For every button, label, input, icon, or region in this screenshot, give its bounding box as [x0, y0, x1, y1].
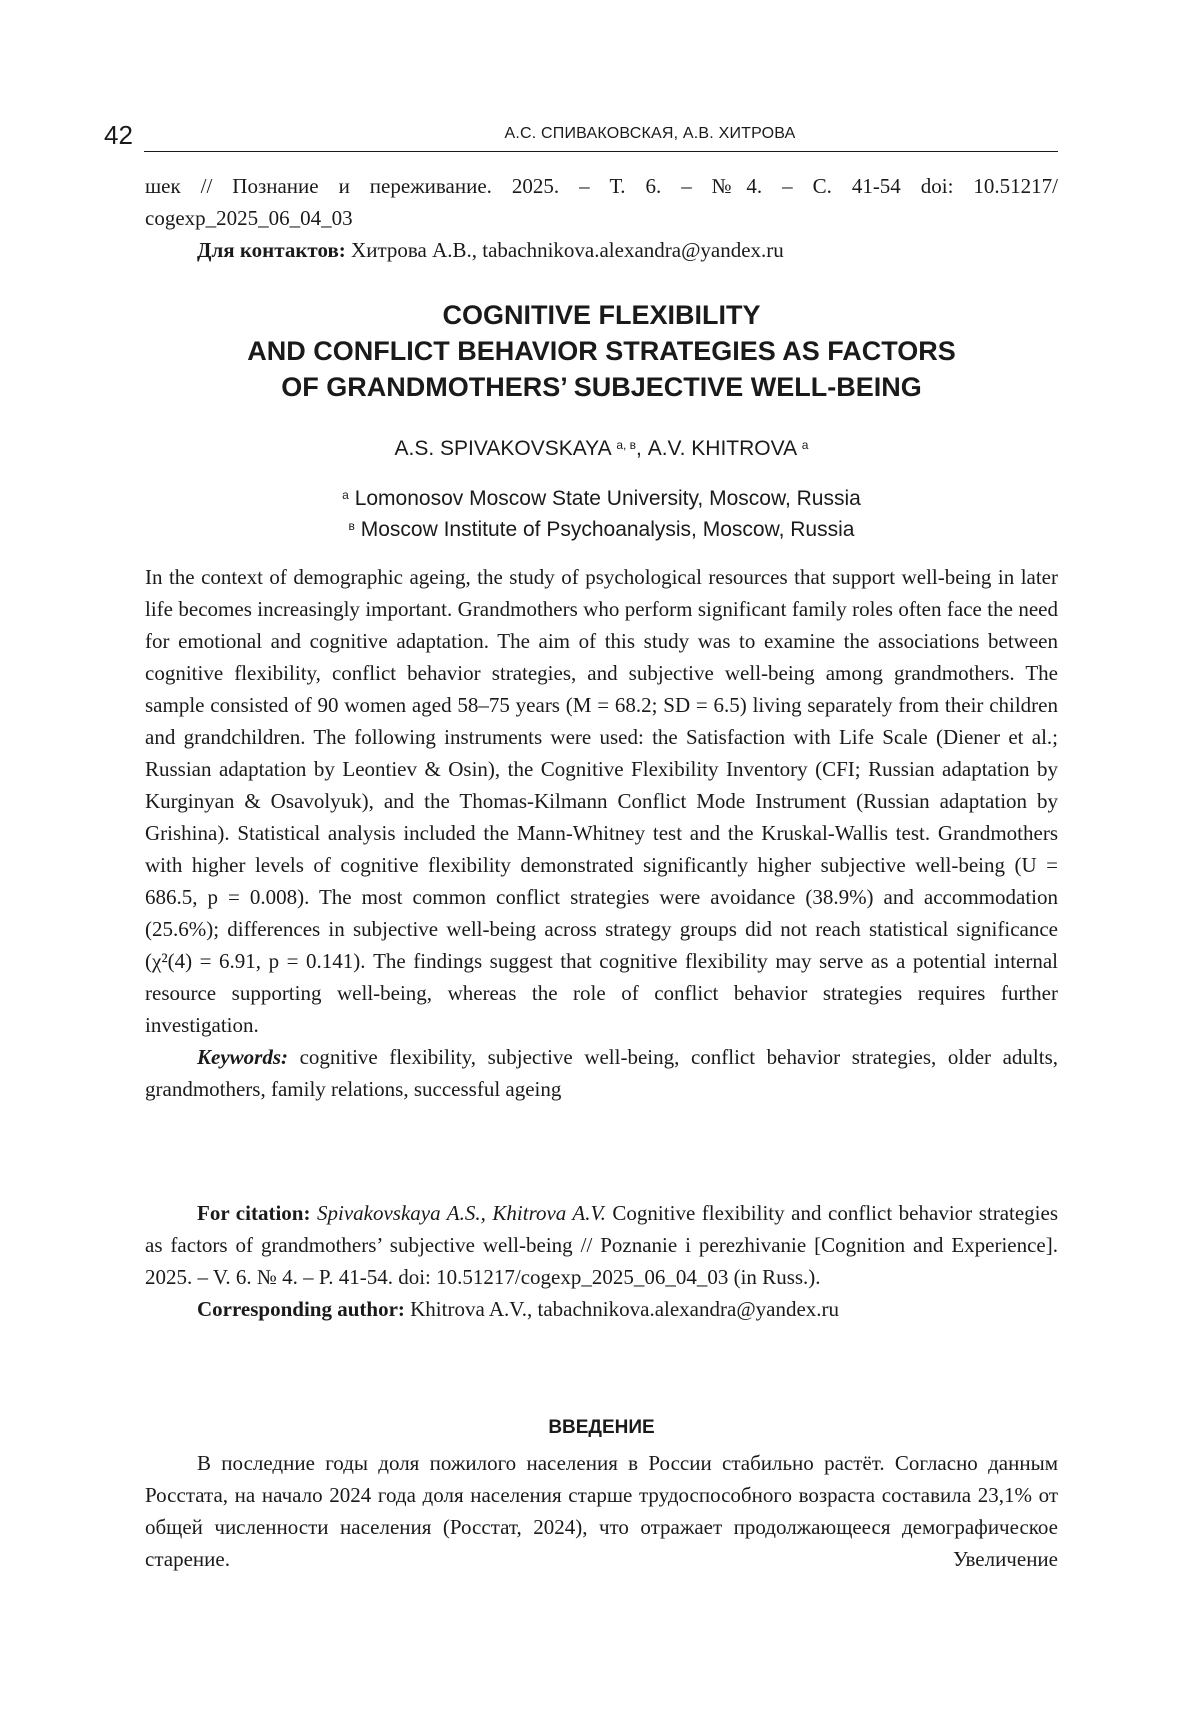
keywords-label: Keywords: — [197, 1045, 288, 1069]
corresponding-author — [145, 1293, 1058, 1325]
affiliation-b-mark: в — [348, 519, 355, 533]
author-list — [145, 435, 1058, 463]
author-separator: , — [636, 437, 648, 460]
header-rule — [144, 151, 1058, 152]
introduction-paragraph: В последние годы доля пожилого населения в России стабильно растёт. Согласно данным Росстата, на начало 2024 года доля населения старше трудоспособного возраста составила 23,1% от общей численности населения (Росстат, 2024), что отражает продолжающееся демографическое старение. Увеличение — [145, 1451, 1058, 1571]
reference-line-2: cogexp_2025_06_04_03 — [145, 206, 353, 230]
keywords — [145, 1041, 1058, 1105]
contacts-line — [145, 234, 1058, 266]
author-1: A.S. SPIVAKOVSKAYA — [394, 437, 611, 460]
affiliation-a-text: Lomonosov Moscow State University, Moscow, Russia — [354, 487, 861, 510]
reference-line-1: шек // Познание и переживание. 2025. – Т. 6. – №4. – С. 41-54 doi: 10.51217/ — [145, 174, 1058, 198]
author-2: A.V. KHITROVA — [647, 437, 796, 460]
abstract-text: In the context of demographic ageing, the study of psychological resources that support well-being in later life becomes increasingly important. Grandmothers who perform significant family roles often face the need for emotional and cognitive adaptation. The aim of this study was to examine the associations between cognitive flexibility, conflict behavior strategies, and subjective well-being among grandmothers. The sample consisted of 90 women aged 58–75 years (M = 68.2; SD = 6.5) living separately from their children and grandchildren. The following instruments were used: the Satisfaction with Life Scale (Diener et al.; Russian adaptation by Leontiev & Osin), the Cognitive Flexibility Inventory (CFI; Russian adaptation by Kurginyan & Osavolyuk), and the Thomas-Kilmann Conflict Mode Instrument (Russian adaptation by Grishina). Statistical analysis included the Mann-Whitney test and the Kruskal-Wallis test. Grandmothers with higher levels of cognitive flexibility demonstrated significantly higher subjective well-being (U = 686.5, p = 0.008). The most common conflict strategies were avoidance (38.9%) and accommodation (25.6%); differences in subjective well-being across strategy groups did not reach statistical significance (χ²(4) = 6.91, p = 0.141). The findings suggest that cognitive flexibility may serve as a potential internal resource supporting well-being, whereas the role of conflict behavior strategies requires further investigation. — [145, 565, 1058, 1037]
corresponding-value: Khitrova A.V., tabachnikova.alexandra@yandex.ru — [404, 1297, 840, 1321]
citation — [145, 1197, 1058, 1293]
affiliation-a-mark: a — [342, 488, 349, 502]
corresponding-label: Corresponding author: — [197, 1297, 405, 1321]
running-header — [104, 120, 1058, 156]
author-1-affiliation: a, в — [616, 438, 637, 452]
citation-label: For citation: — [197, 1201, 311, 1225]
article-title — [145, 297, 1058, 405]
abstract — [145, 561, 1058, 1105]
citation-block — [145, 1197, 1058, 1325]
title-line-3: OF GRANDMOTHERS’ SUBJECTIVE WELL-BEING — [281, 372, 922, 402]
introduction-body — [145, 1447, 1058, 1575]
affiliations — [145, 483, 1058, 545]
section-heading-introduction: ВВЕДЕНИЕ — [548, 1417, 655, 1438]
affiliation-b — [145, 514, 1058, 545]
running-header-authors: А.С. СПИВАКОВСКАЯ, А.В. ХИТРОВА — [504, 125, 796, 142]
contacts-label: Для контактов: — [197, 238, 346, 262]
author-2-affiliation: a — [801, 438, 809, 452]
contacts-value: Хитрова А.В., tabachnikova.alexandra@yandex.ru — [345, 238, 784, 262]
reference-block — [145, 170, 1058, 266]
citation-authors: Spivakovskaya A.S., Khitrova A.V. — [310, 1201, 606, 1225]
affiliation-b-text: Moscow Institute of Psychoanalysis, Moscow, Russia — [360, 518, 855, 541]
title-line-1: COGNITIVE FLEXIBILITY — [442, 300, 761, 330]
title-line-2: AND CONFLICT BEHAVIOR STRATEGIES AS FACTORS — [247, 336, 956, 366]
page-number: 42 — [104, 120, 133, 150]
keywords-value: cognitive flexibility, subjective well-being, conflict behavior strategies, older adults, grandmothers, family relations, successful ageing — [145, 1045, 1058, 1101]
citation-text: Cognitive flexibility and conflict behavior strategies as factors of grandmothers’ subjective well-being // Poznanie i perezhivanie [Cognition and Experience]. 2025. – V. 6. № 4. – P. 41-54. doi: 10.51217/cogexp_2025_06_04_03 (in Russ.). — [145, 1201, 1058, 1289]
affiliation-a — [145, 483, 1058, 514]
